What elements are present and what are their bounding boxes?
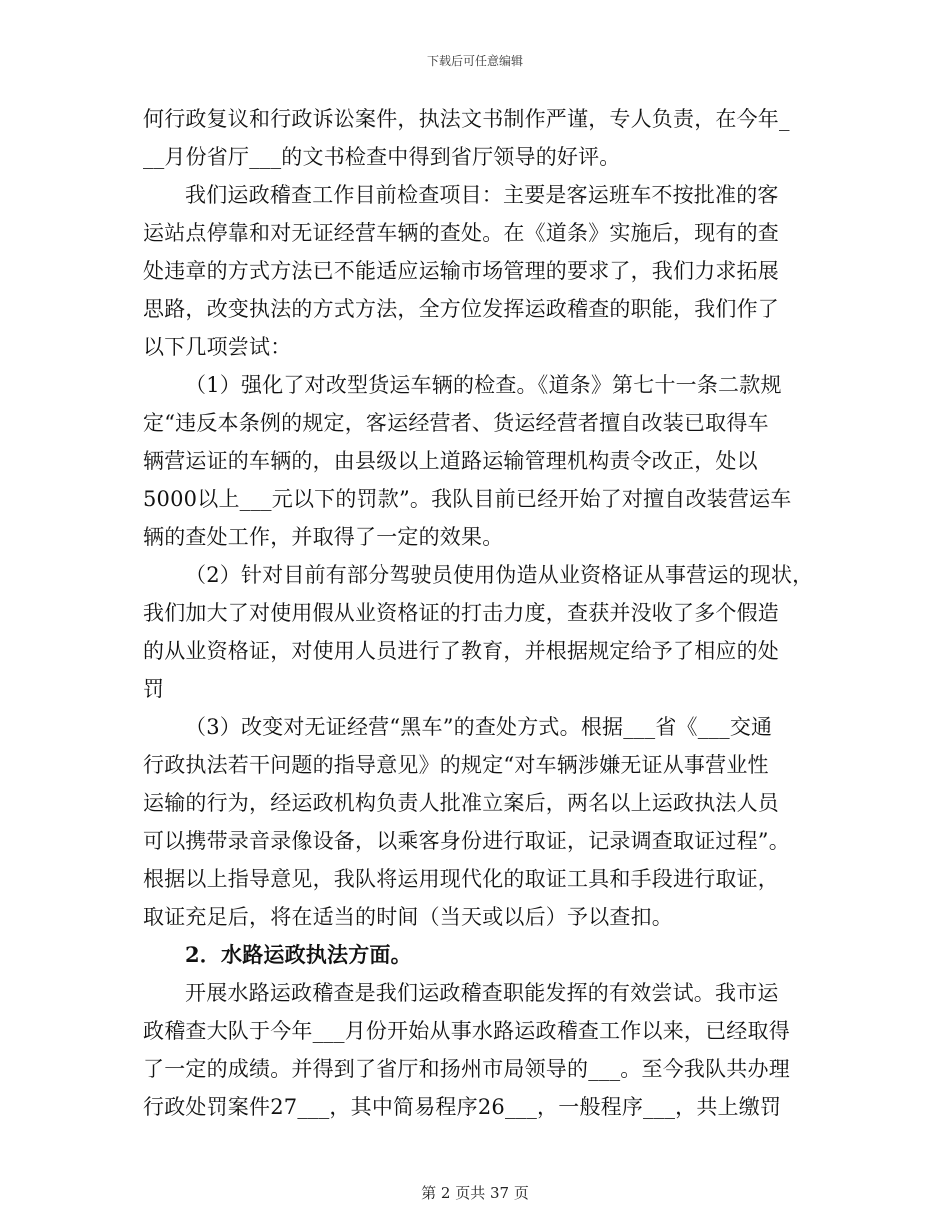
text-line: （2）针对目前有部分驾驶员使用伪造从业资格证从事营运的现状， (185, 563, 814, 587)
text-line: 辆营运证的车辆的，由县级以上道路运输管理机构责令改正，处以 (143, 449, 758, 473)
text-line: （3）改变对无证经营“黑车”的查处方式。根据___省《___交通 (185, 715, 773, 739)
page-footer: 第 2 页共 37 页 (421, 1184, 529, 1202)
text-line: 的从业资格证，对使用人员进行了教育，并根据规定给予了相应的处 (143, 639, 779, 663)
text-line: 辆的查处工作，并取得了一定的效果。 (143, 525, 504, 549)
text-line: 开展水路运政稽查是我们运政稽查职能发挥的有效尝试。我市运 (185, 981, 779, 1005)
text-line: __月份省厅___的文书检查中得到省厅领导的好评。 (143, 145, 621, 169)
text-line: 根据以上指导意见，我队将运用现代化的取证工具和手段进行取证， (143, 867, 779, 891)
section-heading: 2．水路运政执法方面。 (185, 942, 412, 967)
text-line: 以下几项尝试： (143, 335, 292, 359)
text-line: 我们加大了对使用假从业资格证的打击力度，查获并没收了多个假造 (143, 601, 779, 625)
text-line: （1）强化了对改型货运车辆的检查。《道条》第七十一条二款规 (185, 373, 782, 397)
text-line: 罚 (143, 677, 165, 701)
document-body (143, 100, 823, 1126)
text-line: 行政处罚案件27___，其中简易程序26___，一般程序___，共上缴罚 (143, 1095, 782, 1119)
text-line: 可以携带录音录像设备，以乘客身份进行取证，记录调查取证过程”。 (143, 829, 790, 853)
text-line: 5000以上___元以下的罚款”。我队目前已经开始了对擅自改装营运车 (143, 487, 792, 511)
text-line: 处违章的方式方法已不能适应运输市场管理的要求了，我们力求拓展 (143, 259, 779, 283)
text-line: 运站点停靠和对无证经营车辆的查处。在《道条》实施后，现有的查 (143, 221, 779, 245)
text-line: 何行政复议和行政诉讼案件，执法文书制作严谨，专人负责，在今年_ (143, 107, 790, 131)
text-line: 运输的行为，经运政机构负责人批准立案后，两名以上运政执法人员 (143, 791, 779, 815)
text-line: 了一定的成绩。并得到了省厅和扬州市局领导的___。至今我队共办理 (143, 1057, 790, 1081)
text-line: 取证充足后，将在适当的时间（当天或以后）予以查扣。 (143, 905, 673, 929)
text-line: 政稽查大队于今年___月份开始从事水路运政稽查工作以来，已经取得 (143, 1019, 790, 1043)
page-header: 下载后可任意编辑 (426, 54, 523, 68)
text-line: 思路，改变执法的方式方法，全方位发挥运政稽查的职能，我们作了 (143, 297, 779, 321)
text-line: 定“违反本条例的规定，客运经营者、货运经营者擅自改装已取得车 (143, 411, 769, 435)
text-line: 行政执法若干问题的指导意见》的规定“对车辆涉嫌无证从事营业性 (143, 753, 769, 777)
text-line: 我们运政稽查工作目前检查项目：主要是客运班车不按批准的客 (185, 183, 779, 207)
